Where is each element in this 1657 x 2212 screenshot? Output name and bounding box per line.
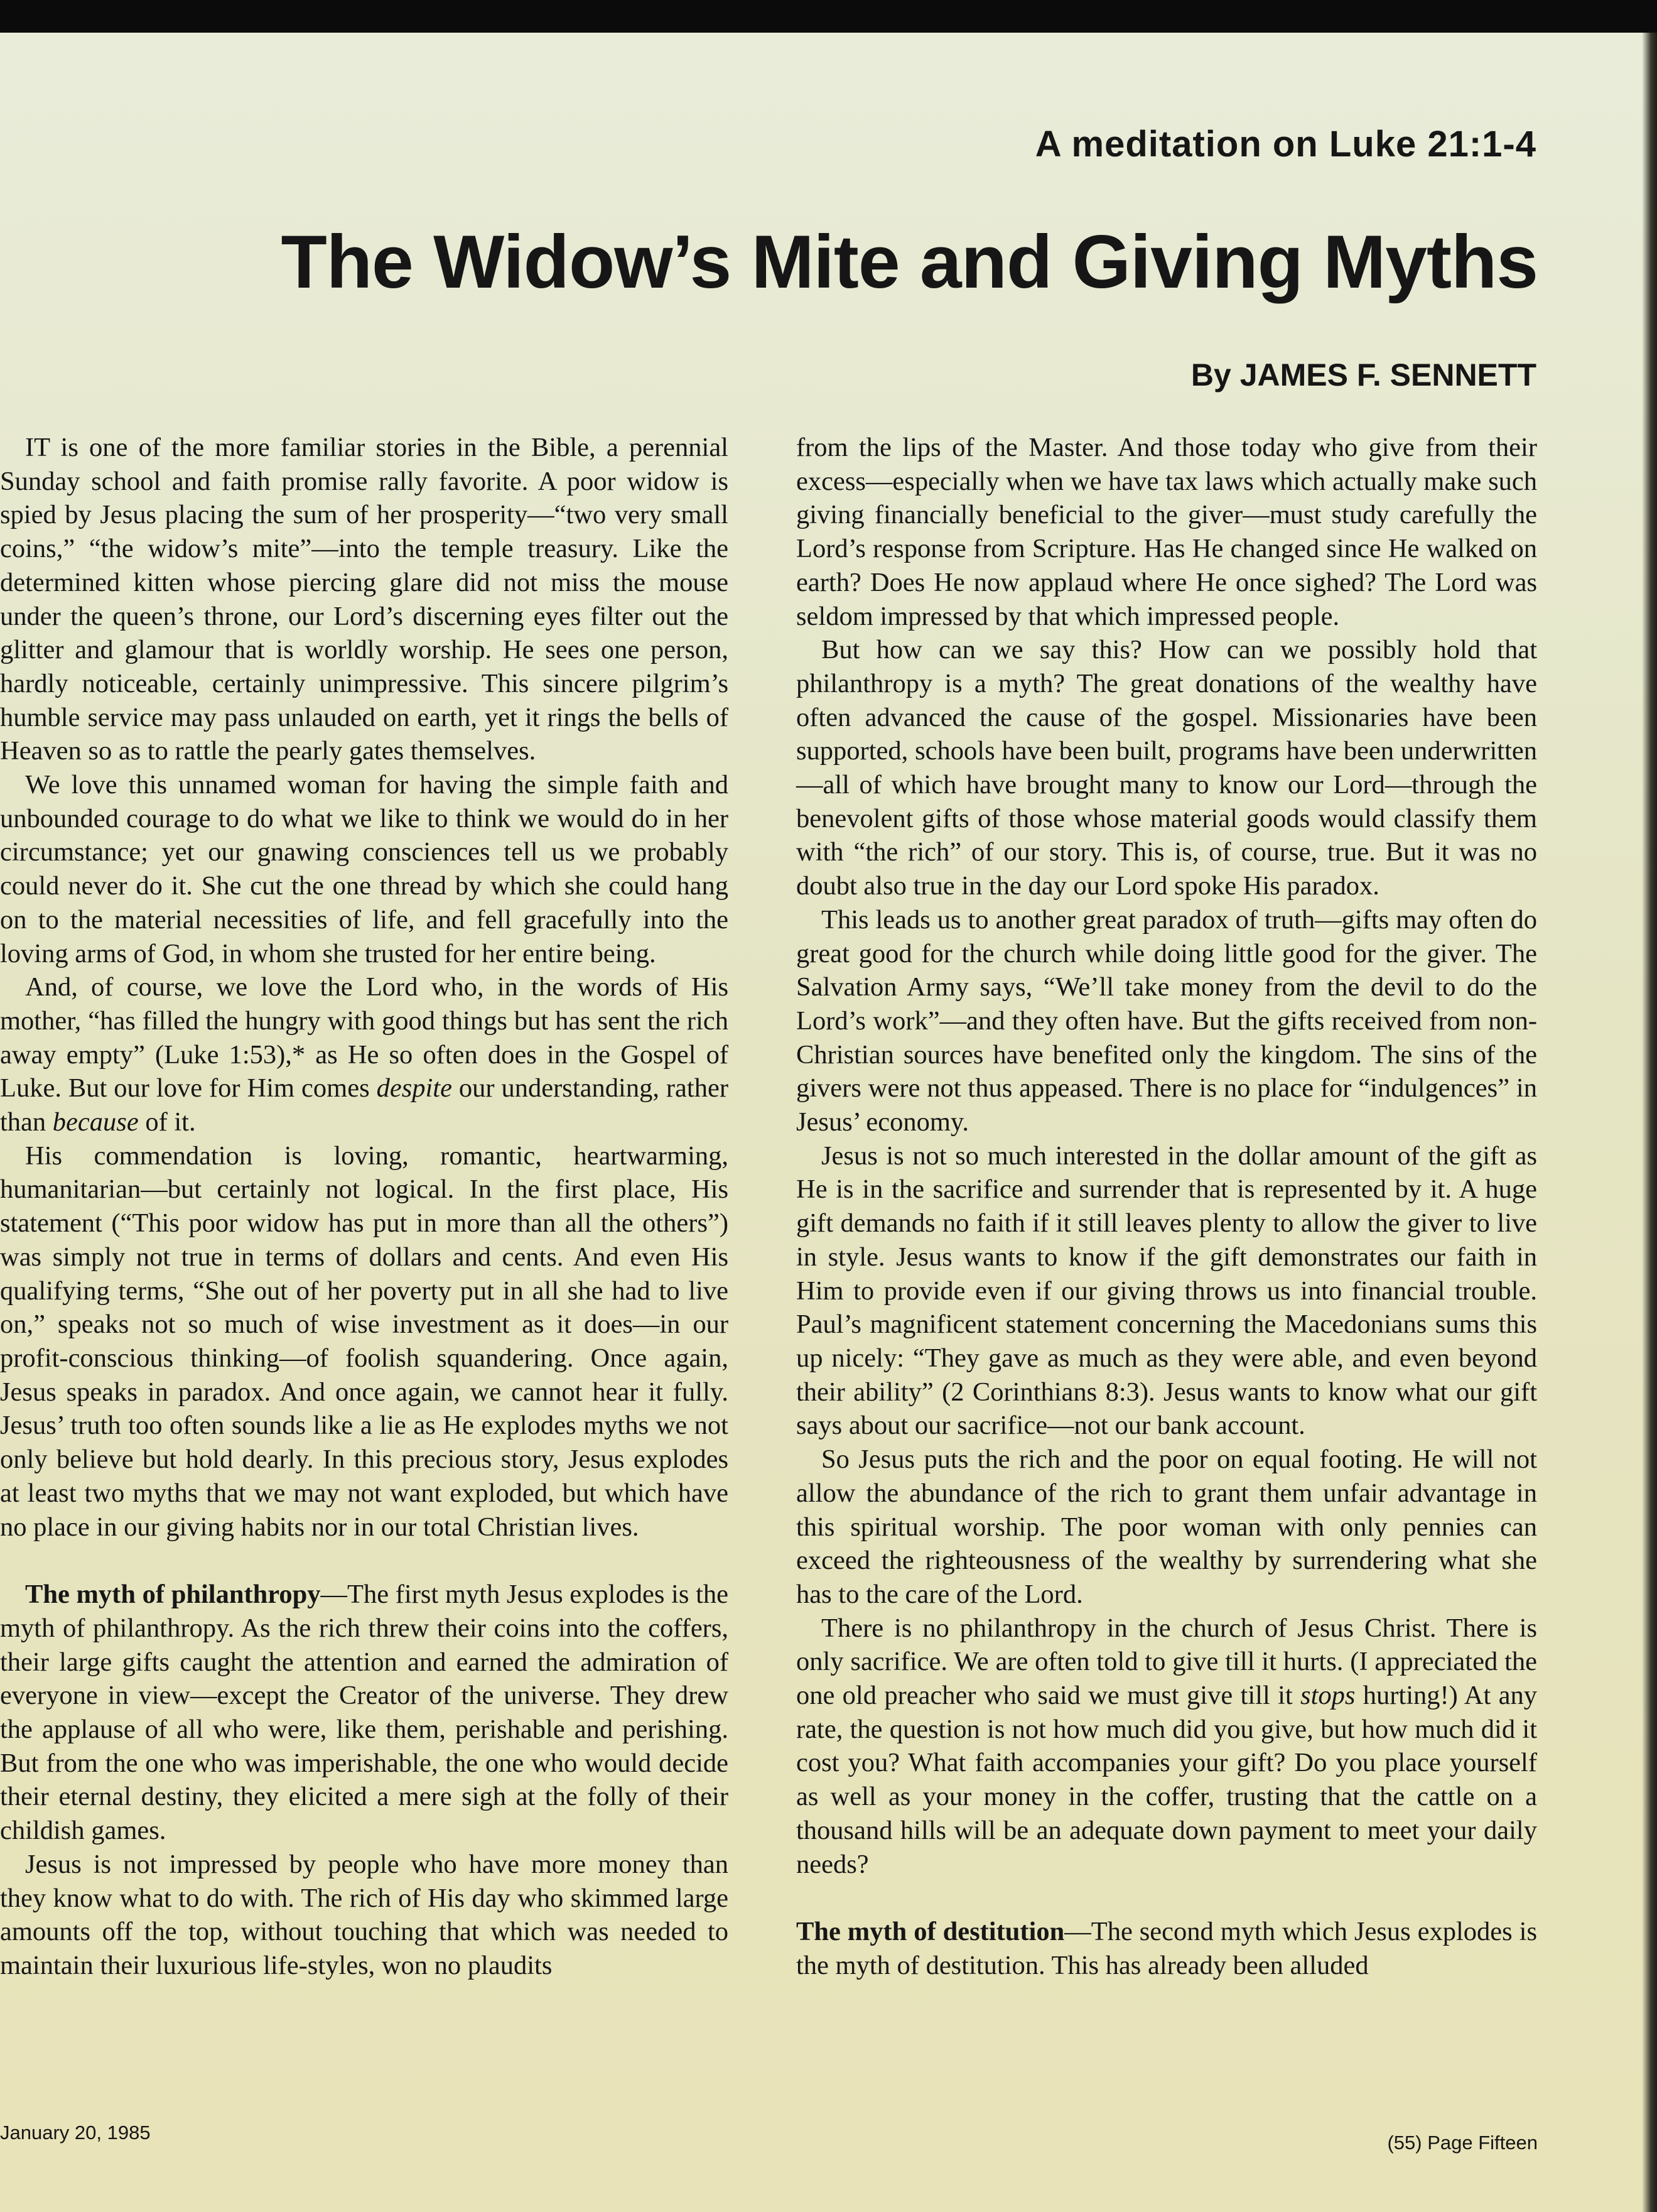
- paragraph: [0, 1578, 728, 1848]
- paragraph: [0, 970, 728, 1139]
- paragraph-text: There is no philanthropy in the church of Jesus Christ. There is only sacrifice. We are often told to give till it hurts. (I appreciated the one old preacher who said we must give till it: [796, 1613, 1537, 1711]
- page-number: (55) Page Fifteen: [1387, 2132, 1538, 2154]
- paragraph-text: —The second myth which Jesus explodes is the myth of destitution. This has already been alluded: [796, 1917, 1537, 1980]
- paragraph: [796, 1915, 1537, 1982]
- paragraph-text: And, of course, we love the Lord who, in the words of His mother, “has filled the hungry with good things but has sent the rich away empty” (Luke 1:53),* as He so often does in the Gospel of Luke. But our love for Him comes: [0, 972, 728, 1103]
- section-subhead: The myth of philanthropy: [25, 1580, 321, 1610]
- paragraph: from the lips of the Master. And those today who give from their excess—especially when we have tax laws which actually make such giving financially beneficial to the giver—must study carefully the Lord’s response from Scripture. Has He changed since He walked on earth? Does He now applaud where He once sighed? The Lord was seldom impressed by that which impressed people.: [796, 433, 1537, 631]
- page-edge-shadow: [1642, 33, 1657, 2212]
- paragraph: So Jesus puts the rich and the poor on equal footing. He will not allow the abundance of the rich to grant them unfair advantage in this spiritual worship. The poor woman with only pennies can exceed the righteousness of the wealthy by surrendering what she has to the care of the Lord.: [796, 1445, 1537, 1609]
- paragraph-text: hurting!) At any rate, the question is not how much did you give, but how much did it cost you? What faith accompanies your gift? Do you place yourself as well as your money in the coffer, trusting that the cattle on a thousand hills will be an adequate down payment to meet your daily needs?: [796, 1681, 1537, 1879]
- emphasis-text: because: [52, 1107, 139, 1137]
- paragraph: [796, 1612, 1537, 1882]
- emphasis-text: stops: [1300, 1681, 1356, 1711]
- article-byline: By JAMES F. SENNETT: [1190, 357, 1536, 393]
- scan-top-band: [0, 0, 1657, 33]
- right-column: [796, 431, 1537, 1983]
- article-kicker: A meditation on Luke 21:1-4: [1035, 124, 1536, 165]
- left-column: [0, 431, 728, 1983]
- paragraph: This leads us to another great paradox of truth—gifts may often do great good for the church while doing little good for the giver. The Salvation Army says, “We’ll take money from the devil to do the Lord’s work”—and they often have. But the gifts received from non-Christian sources have benefited only the kingdom. The sins of the givers were not thus appeased. There is no place for “indulgences” in Jesus’ economy.: [796, 904, 1537, 1137]
- section-subhead: The myth of destitution: [796, 1917, 1065, 1947]
- paragraph: IT is one of the more familiar stories in the Bible, a perennial Sunday school and faith promise rally favorite. A poor widow is spied by Jesus placing the sum of her prosperity—“two very small coins,” “the widow’s mite”—into the temple treasury. Like the determined kitten whose piercing glare did not miss the mouse under the queen’s throne, our Lord’s discerning eyes filter out the glitter and glamour that is worldly worship. He sees one person, hardly noticeable, certainly unimpressive. This sincere pilgrim’s humble service may pass unlauded on earth, yet it rings the bells of Heaven so as to rattle the pearly gates themselves.: [0, 433, 728, 766]
- emphasis-text: despite: [376, 1073, 452, 1103]
- paragraph-text: of it.: [138, 1107, 196, 1137]
- paragraph: But how can we say this? How can we possibly hold that philanthropy is a myth? The great donations of the wealthy have often advanced the cause of the gospel. Missionaries have been supported, schools have been built, programs have been underwritten—all of which have brought many to know our Lord—through the benevolent gifts of those whose material goods would classify them with “the rich” of our story. This is, of course, true. But it was no doubt also true in the day our Lord spoke His paradox.: [796, 635, 1537, 901]
- paragraph: Jesus is not impressed by people who have more money than they know what to do with. The rich of His day who skimmed large amounts off the top, without touching that which was needed to maintain their luxurious life-styles, won no plaudits: [0, 1849, 728, 1980]
- paragraph: Jesus is not so much interested in the dollar amount of the gift as He is in the sacrifice and surrender that is represented by it. A huge gift demands no faith if it still leaves plenty to allow the giver to live in style. Jesus wants to know if the gift demonstrates our faith in Him to provide even if our giving throws us into financial trouble. Paul’s magnificent statement concerning the Macedonians sums this up nicely: “They gave as much as they were able, and even beyond their ability” (2 Corinthians 8:3). Jesus wants to know what our gift says about our sacrifice—not our bank account.: [796, 1141, 1537, 1441]
- paragraph: We love this unnamed woman for having the simple faith and unbounded courage to do what we like to think we would do in her circumstance; yet our gnawing consciences tell us we probably could never do it. She cut the one thread by which she could hang on to the material necessities of life, and fell gracefully into the loving arms of God, in whom she trusted for her entire being.: [0, 770, 728, 968]
- issue-date: January 20, 1985: [0, 2122, 151, 2144]
- paragraph: His commendation is loving, romantic, heartwarming, humanitarian—but certainly not logical. In the first place, His statement (“This poor widow has put in more than all the others”) was simply not true in terms of dollars and cents. And even His qualifying terms, “She out of her poverty put in all she had to live on,” speaks not so much of wise investment as it does—in our profit-conscious thinking—of foolish squandering. Once again, Jesus speaks in paradox. And once again, we cannot hear it fully. Jesus’ truth too often sounds like a lie as He explodes myths we not only believe but hold dearly. In this precious story, Jesus explodes at least two myths that we may not want exploded, but which have no place in our giving habits nor in our total Christian lives.: [0, 1141, 728, 1542]
- paragraph-text: our understanding, rather than: [0, 1073, 728, 1137]
- article-title: The Widow’s Mite and Giving Myths: [281, 220, 1538, 304]
- paragraph-text: —The first myth Jesus explodes is the myth of philanthropy. As the rich threw their coins into the coffers, their large gifts caught the attention and earned the admiration of everyone in view—except the Creator of the universe. They drew the applause of all who were, like them, perishable and perishing. But from the one who was imperishable, the one who would decide their eternal destiny, they elicited a mere sigh at the folly of their childish games.: [0, 1580, 728, 1846]
